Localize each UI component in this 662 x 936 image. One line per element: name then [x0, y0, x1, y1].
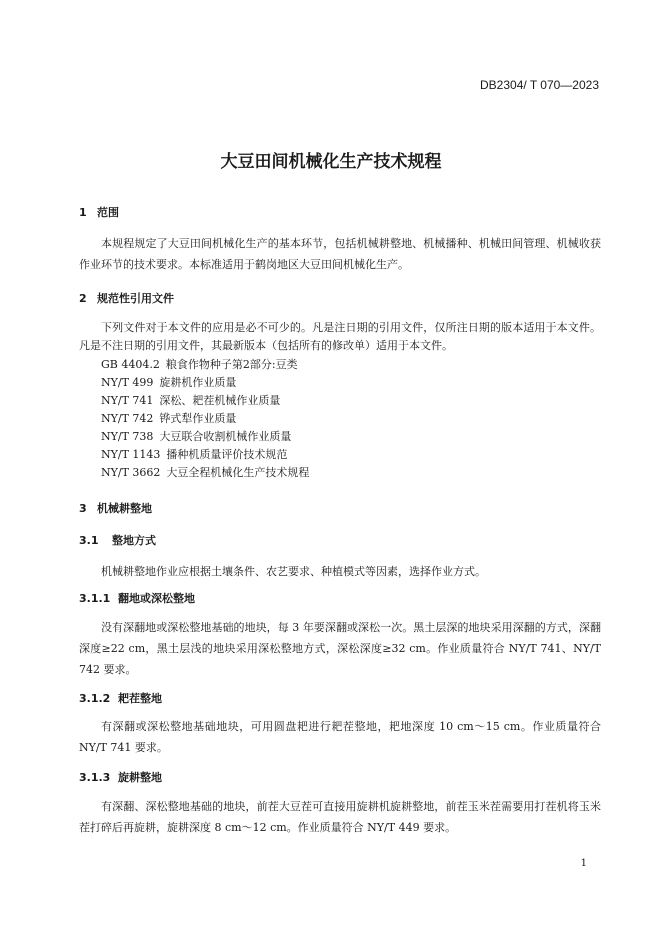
- reference-code: NY/T 742: [101, 412, 154, 425]
- reference-name: 大豆联合收割机械作业质量: [159, 430, 292, 443]
- reference-code: NY/T 1143: [101, 448, 161, 461]
- section-3-1-3-heading: [79, 769, 162, 785]
- document-title: 大豆田间机械化生产技术规程: [220, 152, 442, 172]
- section-2-heading: [79, 290, 174, 306]
- reference-item: [101, 356, 298, 372]
- section-number: 3.1.2: [79, 692, 111, 705]
- reference-name: 大豆全程机械化生产技术规程: [166, 466, 310, 479]
- section-2-paragraph: 下列文件对于本文件的应用是必不可少的。凡是注日期的引用文件，仅所注日期的版本适用于本文件。凡是不注日期的引用文件，其最新版本（包括所有的修改单）适用于本文件。: [79, 321, 601, 352]
- reference-item: [101, 428, 291, 444]
- reference-item: [101, 464, 309, 480]
- section-3-heading: [79, 500, 152, 516]
- section-1-paragraph: 本规程规定了大豆田间机械化生产的基本环节，包括机械耕整地、机械播种、机械田间管理、机械收获作业环节的技术要求。本标准适用于鹤岗地区大豆田间机械化生产。: [79, 237, 601, 271]
- reference-name: 粮食作物种子第2部分:豆类: [165, 358, 298, 371]
- section-number: 3.1.3: [79, 771, 111, 784]
- reference-name: 深松、耙茬机械作业质量: [159, 394, 281, 407]
- section-title: 范围: [97, 206, 119, 219]
- reference-item: [101, 392, 280, 408]
- standard-number: DB2304/ T 070—2023: [480, 78, 599, 92]
- section-number: 2: [79, 292, 87, 305]
- section-title: 规范性引用文件: [97, 292, 174, 305]
- section-number: 3.1: [79, 534, 99, 547]
- section-3-1-2-paragraph: 有深翻或深松整地基础地块，可用圆盘耙进行耙茬整地，耙地深度 10 cm～15 cm。作业质量符合 NY/T 741 要求。: [79, 720, 601, 754]
- reference-item: [101, 374, 236, 390]
- section-3-1-paragraph: 机械耕整地作业应根据土壤条件、农艺要求、种植模式等因素，选择作业方式。: [101, 565, 486, 578]
- section-number: 3: [79, 502, 87, 515]
- reference-code: NY/T 738: [101, 430, 154, 443]
- section-3-1-heading: [79, 532, 156, 548]
- reference-name: 铧式犁作业质量: [159, 412, 237, 425]
- section-title: 整地方式: [112, 534, 156, 547]
- section-title: 机械耕整地: [97, 502, 152, 515]
- reference-item: [101, 446, 287, 462]
- reference-code: NY/T 3662: [101, 466, 161, 479]
- reference-name: 旋耕机作业质量: [159, 376, 237, 389]
- section-number: 1: [79, 206, 87, 219]
- reference-code: NY/T 499: [101, 376, 154, 389]
- section-3-1-1-heading: [79, 590, 195, 606]
- reference-item: [101, 410, 236, 426]
- section-1-heading: [79, 204, 119, 220]
- section-3-1-1-paragraph: 没有深翻地或深松整地基础的地块，每 3 年要深翻或深松一次。黑土层深的地块采用深翻的方式，深翻深度≥22 cm，黑土层浅的地块采用深松整地方式，深松深度≥32 cm。作业质量符合 NY/T 741、NY/T 742 要求。: [79, 621, 601, 676]
- section-3-1-2-heading: [79, 690, 162, 706]
- reference-code: NY/T 741: [101, 394, 154, 407]
- section-3-1-3-paragraph: 有深翻、深松整地基础的地块，前茬大豆茬可直接用旋耕机旋耕整地，前茬玉米茬需要用打茬机将玉米茬打碎后再旋耕，旋耕深度 8 cm～12 cm。作业质量符合 NY/T 449 要求。: [79, 800, 601, 834]
- reference-code: GB 4404.2: [101, 358, 160, 371]
- section-number: 3.1.1: [79, 592, 111, 605]
- section-title: 耙茬整地: [118, 692, 162, 705]
- reference-name: 播种机质量评价技术规范: [166, 448, 288, 461]
- page-number: 1: [580, 858, 587, 869]
- section-title: 翻地或深松整地: [118, 592, 195, 605]
- section-title: 旋耕整地: [118, 771, 162, 784]
